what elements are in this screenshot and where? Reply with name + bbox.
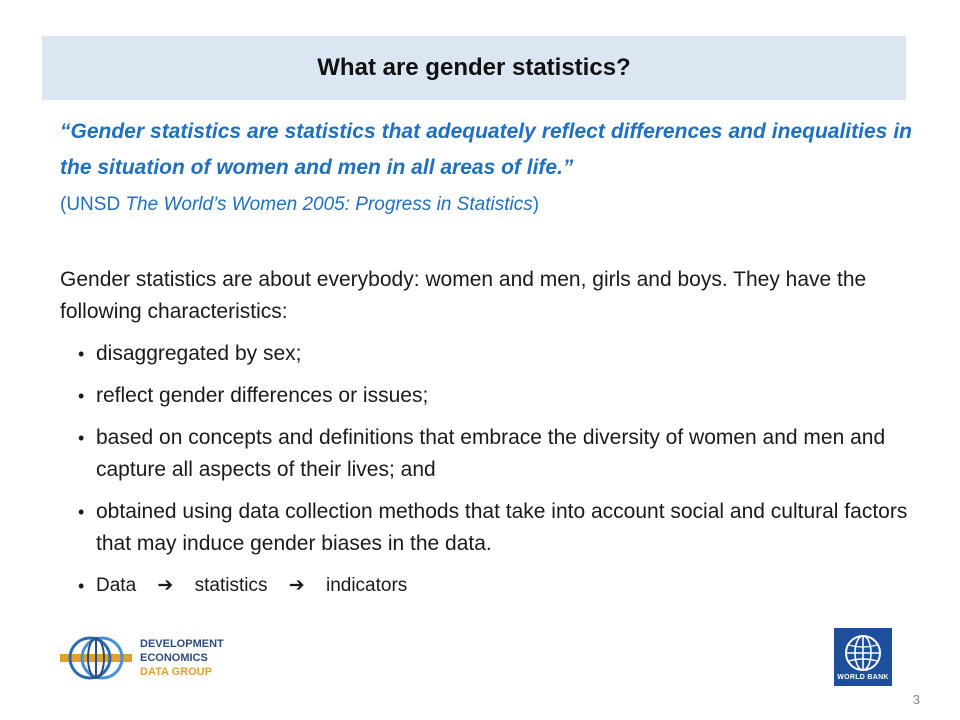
- slide-title: What are gender statistics?: [317, 54, 631, 81]
- dec-data-group-logo: [60, 632, 270, 684]
- dec-logo-line1: DEVELOPMENT ECONOMICS: [140, 638, 224, 664]
- intro-paragraph: Gender statistics are about everybody: women and men, girls and boys. They have the following characteristics:: [60, 268, 867, 323]
- list-item: [60, 380, 912, 412]
- flow-statistics: statistics: [194, 575, 268, 596]
- world-bank-label: WORLD BANK: [837, 674, 889, 681]
- world-bank-globe-icon: [843, 633, 883, 673]
- dec-globe-icon: [60, 634, 132, 682]
- bullet-icon: •: [78, 428, 85, 448]
- list-item-text: disaggregated by sex;: [96, 342, 302, 365]
- list-item-text: based on concepts and definitions that embrace the diversity of women and men and capture all aspects of their lives; and: [96, 426, 886, 481]
- list-item-text: reflect gender differences or issues;: [96, 384, 429, 407]
- flow-indicators: indicators: [325, 575, 408, 596]
- flow-item: [60, 570, 912, 602]
- bullet-icon: •: [78, 386, 85, 406]
- bullet-icon: •: [78, 344, 85, 364]
- slide-content: [60, 114, 912, 612]
- right-arrow-icon: ➔: [288, 575, 305, 596]
- list-item: [60, 338, 912, 370]
- list-item: [60, 496, 912, 560]
- source-title: The World’s Women 2005: Progress in Statistics: [125, 194, 533, 215]
- flow-data: Data: [96, 575, 137, 596]
- definition-quote: “Gender statistics are statistics that adequately reflect differences and inequalities in the situation of women and men in all areas of life.”: [60, 120, 912, 179]
- right-arrow-icon: ➔: [157, 575, 174, 596]
- bullet-icon: •: [78, 502, 85, 522]
- list-item: [60, 422, 912, 486]
- dec-logo-line2: DATA GROUP: [140, 666, 212, 678]
- list-item-text: obtained using data collection methods that take into account social and cultural factors that may induce gender biases in the data.: [96, 500, 908, 555]
- page-number: 3: [912, 692, 920, 707]
- characteristics-list: [60, 338, 912, 602]
- source-suffix: ): [532, 194, 540, 215]
- bullet-icon: •: [78, 576, 85, 596]
- quote-source: [60, 190, 912, 220]
- dec-logo-text: [140, 637, 270, 679]
- title-bar: [42, 36, 906, 100]
- source-prefix: (UNSD: [60, 194, 126, 215]
- world-bank-logo: [834, 628, 892, 686]
